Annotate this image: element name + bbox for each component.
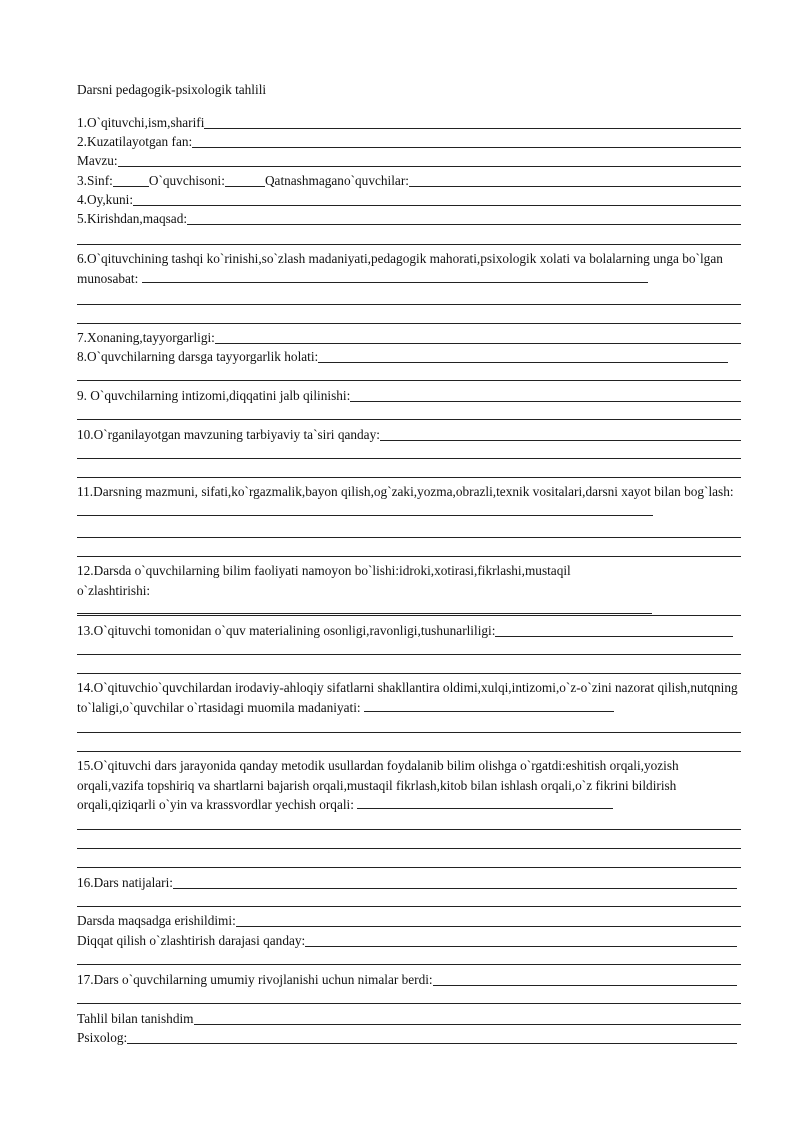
item-8-field[interactable] bbox=[318, 361, 728, 363]
subject-field[interactable] bbox=[192, 146, 741, 148]
date-row bbox=[77, 189, 741, 209]
topic-field[interactable] bbox=[118, 165, 741, 167]
item-8-row bbox=[77, 346, 741, 366]
teacher-row bbox=[77, 112, 741, 132]
students-field[interactable] bbox=[225, 185, 265, 187]
item-11 bbox=[77, 482, 741, 521]
answer-line[interactable] bbox=[77, 615, 741, 616]
answer-line[interactable] bbox=[77, 732, 741, 733]
teacher-label: 1.O`qituvchi,ism,sharifi bbox=[77, 115, 205, 130]
item-12-field[interactable] bbox=[77, 612, 652, 614]
goal-label: Darsda maqsadga erishildimi: bbox=[77, 913, 236, 928]
item-6-label: 6.O`qituvchining tashqi ko`rinishi,so`zlash madaniyati,pedagogik mahorati,psixologik xolati va bolalarning unga bo`lgan munosabat: bbox=[77, 251, 723, 286]
psychologist-field[interactable] bbox=[127, 1042, 737, 1044]
item-10-field[interactable] bbox=[380, 439, 741, 441]
psychologist-row bbox=[77, 1027, 741, 1047]
class-label: 3.Sinf: bbox=[77, 173, 113, 188]
item-14-field[interactable] bbox=[364, 710, 614, 712]
intro-field[interactable] bbox=[187, 223, 741, 225]
answer-line[interactable] bbox=[77, 537, 741, 538]
item-16-label: 16.Dars natijalari: bbox=[77, 875, 173, 890]
item-13-label: 13.O`qituvchi tomonidan o`quv materialining osonligi,ravonligi,tushunarliligi: bbox=[77, 623, 496, 638]
item-17-label: 17.Dars o`quvchilarning umumiy rivojlanishi uchun nimalar berdi: bbox=[77, 972, 433, 987]
attention-label: Diqqat qilish o`zlashtirish darajasi qanday: bbox=[77, 933, 306, 948]
item-11-label: 11.Darsning mazmuni, sifati,ko`rgazmalik,bayon qilish,og`zaki,yozma,obrazli,texnik vositalari,darsni xayot bilan bog`lash: bbox=[77, 484, 734, 499]
item-12 bbox=[77, 561, 637, 620]
item-16-row bbox=[77, 872, 741, 892]
item-10-label: 10.O`rganilayotgan mavzuning tarbiyaviy ta`siri qanday: bbox=[77, 427, 380, 442]
goal-field[interactable] bbox=[236, 925, 741, 927]
answer-line[interactable] bbox=[77, 477, 741, 478]
attention-field[interactable] bbox=[305, 945, 737, 947]
absent-field[interactable] bbox=[409, 185, 741, 187]
topic-row bbox=[77, 150, 741, 170]
item-9-label: 9. O`quvchilarning intizomi,diqqatini jalb qilinishi: bbox=[77, 388, 351, 403]
subject-label: 2.Kuzatilayotgan fan: bbox=[77, 134, 193, 149]
answer-line[interactable] bbox=[77, 906, 741, 907]
item-10-row bbox=[77, 424, 741, 444]
class-field[interactable] bbox=[113, 185, 149, 187]
item-13-field[interactable] bbox=[495, 635, 733, 637]
attention-row bbox=[77, 930, 741, 950]
answer-line[interactable] bbox=[77, 458, 741, 459]
item-7-label: 7.Xonaning,tayyorgarligi: bbox=[77, 330, 215, 345]
item-15 bbox=[77, 756, 741, 815]
item-16-field[interactable] bbox=[173, 887, 737, 889]
reviewed-field[interactable] bbox=[194, 1023, 741, 1025]
item-14-label: 14.O`qituvchio`quvchilardan irodaviy-ahloqiy sifatlarni shakllantira oldimi,xulqi,intizomi,o`z-o`zini nazorat qilish,nutqning to`laligi,o`quvchilar o`rtasidagi muomila madaniyati: bbox=[77, 680, 738, 715]
intro-label: 5.Kirishdan,maqsad: bbox=[77, 211, 188, 226]
absent-label: Qatnashmagano`quvchilar: bbox=[264, 173, 409, 188]
reviewed-label: Tahlil bilan tanishdim bbox=[77, 1011, 194, 1026]
answer-line[interactable] bbox=[77, 380, 741, 381]
answer-line[interactable] bbox=[77, 244, 741, 245]
intro-row bbox=[77, 208, 741, 228]
psychologist-label: Psixolog: bbox=[77, 1030, 128, 1045]
form-title: Darsni pedagogik-psixologik tahlili bbox=[77, 82, 267, 97]
answer-line[interactable] bbox=[77, 673, 741, 674]
teacher-field[interactable] bbox=[204, 127, 741, 129]
topic-label: Mavzu: bbox=[77, 153, 118, 168]
answer-line[interactable] bbox=[77, 829, 741, 830]
item-14 bbox=[77, 678, 741, 717]
answer-line[interactable] bbox=[77, 1003, 741, 1004]
item-11-field[interactable] bbox=[77, 514, 653, 516]
item-8-label: 8.O`quvchilarning darsga tayyorgarlik holati: bbox=[77, 349, 319, 364]
students-label: O`quvchisoni: bbox=[148, 173, 225, 188]
answer-line[interactable] bbox=[77, 751, 741, 752]
date-field[interactable] bbox=[133, 204, 741, 206]
class-row bbox=[77, 170, 741, 190]
answer-line[interactable] bbox=[77, 867, 741, 868]
item-6-field[interactable] bbox=[142, 281, 648, 283]
answer-line[interactable] bbox=[77, 323, 741, 324]
reviewed-row bbox=[77, 1008, 741, 1028]
item-7-field[interactable] bbox=[215, 342, 741, 344]
answer-line[interactable] bbox=[77, 848, 741, 849]
item-15-field[interactable] bbox=[357, 807, 613, 809]
goal-row bbox=[77, 910, 741, 930]
answer-line[interactable] bbox=[77, 654, 741, 655]
item-9-row bbox=[77, 385, 741, 405]
answer-line[interactable] bbox=[77, 964, 741, 965]
item-17-field[interactable] bbox=[433, 984, 737, 986]
item-6 bbox=[77, 249, 741, 288]
answer-line[interactable] bbox=[77, 556, 741, 557]
answer-line[interactable] bbox=[77, 419, 741, 420]
subject-row bbox=[77, 131, 741, 151]
answer-line[interactable] bbox=[77, 304, 741, 305]
item-15-label: 15.O`qituvchi dars jarayonida qanday metodik usullardan foydalanib bilim olishga o`rgatdi:eshitish orqali,yozish orqali,vazifa topshiriq va shartlarni bajarish orqali,mustaqil fikrlash,kitob bilan ishlash orqali,o`z fikrini bildirish orqali,qiziqarli o`yin va krassvordlar yechish orqali: bbox=[77, 758, 679, 813]
date-label: 4.Oy,kuni: bbox=[77, 192, 134, 207]
item-12-label: 12.Darsda o`quvchilarning bilim faoliyati namoyon bo`lishi:idroki,xotirasi,fikrlashi,mustaqil o`zlashtirishi: bbox=[77, 563, 571, 598]
item-9-field[interactable] bbox=[350, 400, 741, 402]
item-13-row bbox=[77, 620, 741, 640]
item-17-row bbox=[77, 969, 741, 989]
item-7-row bbox=[77, 327, 741, 347]
